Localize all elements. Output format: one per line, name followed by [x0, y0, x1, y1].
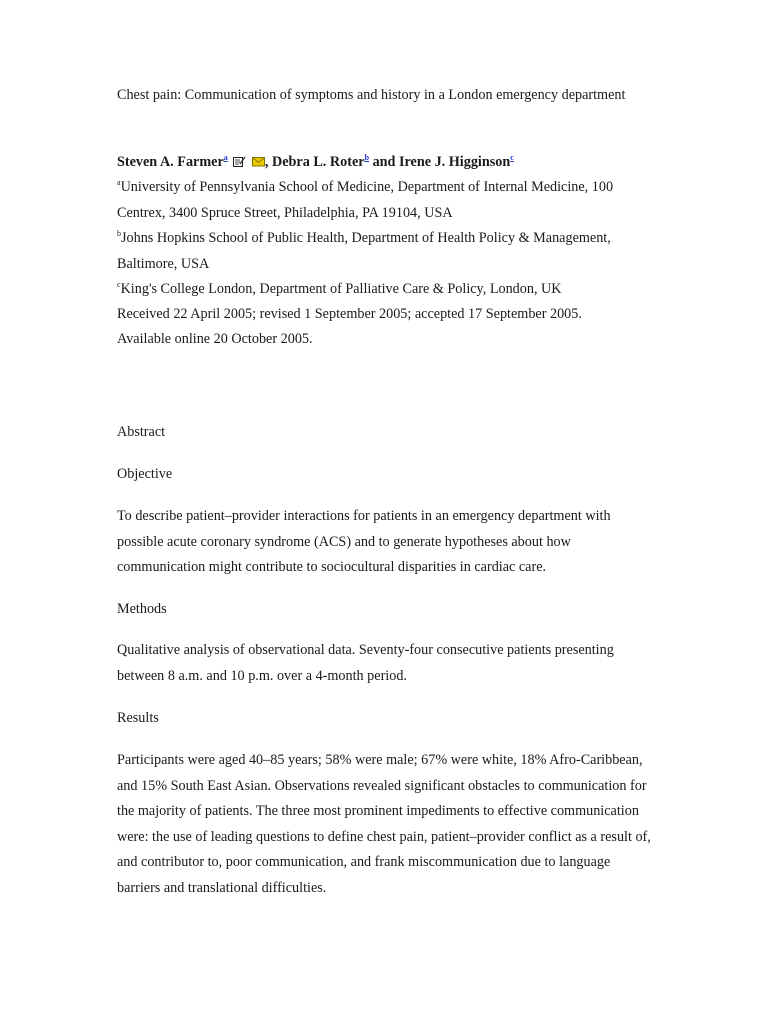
affiliation-text: Johns Hopkins School of Public Health, Department of Health Policy & Management, Baltimore, USA — [117, 230, 611, 272]
section-text-objective: To describe patient–provider interactions for patients in an emergency department with possible acute coronary syndrome (ACS) and to generate hypotheses about how communication might contribute to sociocultural disparities in cardiac care. — [117, 508, 611, 575]
affiliation-text: King's College London, Department of Palliative Care & Policy, London, UK — [120, 281, 562, 297]
edit-note-icon[interactable] — [233, 151, 246, 162]
section-heading-objective: Objective — [117, 466, 173, 482]
affiliation-link-c[interactable]: c — [510, 153, 514, 162]
affiliation-mark: c — [117, 280, 121, 289]
author-name: Steven A. Farmer — [117, 154, 224, 170]
abstract-heading: Abstract — [117, 424, 166, 440]
author-name: Irene J. Higginson — [398, 154, 511, 170]
affiliation — [117, 277, 657, 303]
section-text-results: Participants were aged 40–85 years; 58% were male; 67% were white, 18% Afro-Caribbean, and 15% South East Asian. Observations revealed significant obstacles to communication for the majority of patients. The three most prominent impediments to effective communication were: the use of leading questions to define chest pain, patient–provider conflict as a result of, and contributor to, poor communication, and frank miscommunication due to language barriers and translational difficulties. — [117, 752, 651, 896]
author-line — [117, 150, 657, 176]
affiliation — [117, 226, 657, 277]
author-name: Debra L. Roter — [271, 154, 365, 170]
author-separator: and — [369, 154, 399, 170]
affiliation — [117, 175, 657, 226]
author-separator: , — [264, 154, 272, 170]
online-date: Available online 20 October 2005. — [117, 331, 313, 347]
section-heading-results: Results — [117, 710, 159, 726]
affiliation-mark: a — [117, 178, 121, 187]
affiliation-link-b[interactable]: b — [364, 153, 370, 162]
section-heading-methods: Methods — [117, 601, 167, 617]
affiliation-text: University of Pennsylvania School of Medicine, Department of Internal Medicine, 100 Centrex, 3400 Spruce Street, Philadelphia, PA 19104, USA — [117, 179, 614, 221]
affiliation-mark: b — [117, 229, 121, 238]
section-text-methods: Qualitative analysis of observational data. Seventy-four consecutive patients presenting between 8 a.m. and 10 p.m. over a 4-month period. — [117, 642, 614, 684]
affiliation-link-a[interactable]: a — [223, 153, 228, 162]
email-icon[interactable] — [252, 151, 265, 162]
received-dates: Received 22 April 2005; revised 1 September 2005; accepted 17 September 2005. — [117, 306, 582, 322]
article-title: Chest pain: Communication of symptoms and history in a London emergency department — [117, 87, 626, 103]
